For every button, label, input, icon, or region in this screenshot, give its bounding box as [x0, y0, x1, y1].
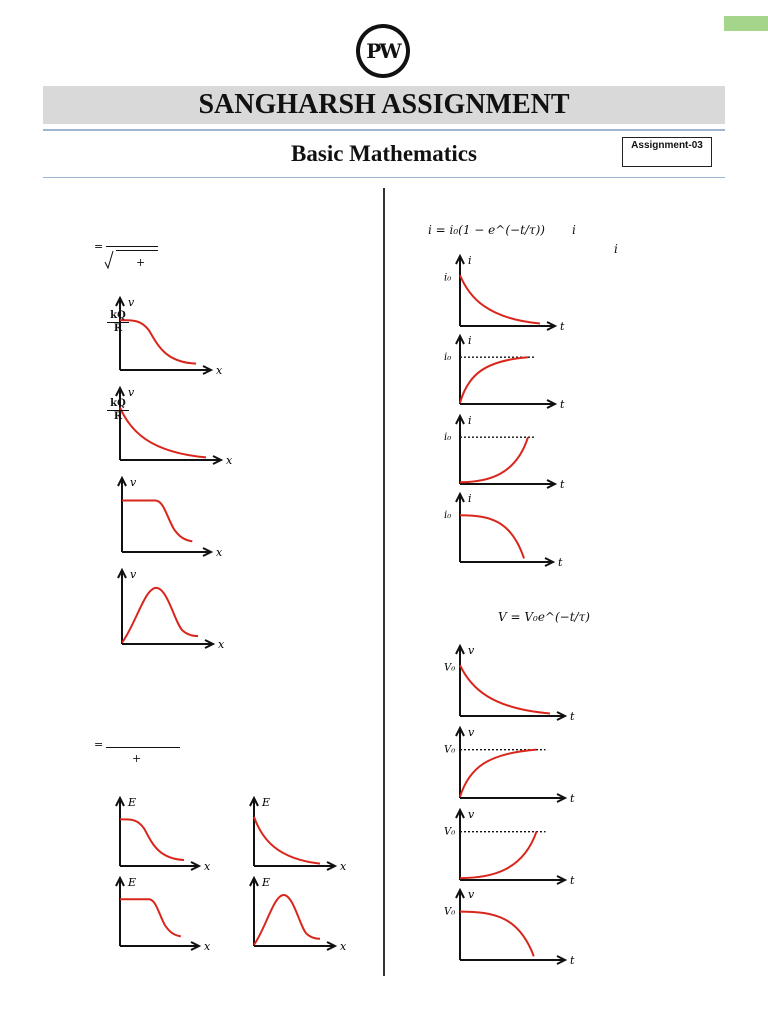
x-axis-label: x: [226, 454, 233, 467]
y-axis-label: E: [262, 796, 271, 809]
y-axis-label: E: [128, 796, 137, 809]
curve: [460, 357, 528, 403]
intercept-label: i₀: [444, 510, 452, 522]
x-axis-label: t: [558, 556, 563, 569]
x-axis-label: x: [216, 546, 223, 559]
y-axis-label: v: [130, 568, 137, 581]
field-graph-d: [240, 868, 350, 958]
y-axis-label: E: [262, 876, 271, 889]
x-axis-label: x: [204, 940, 211, 953]
x-axis-label: x: [340, 940, 347, 953]
voltage-formula: V = V₀e^(−t/τ): [498, 610, 590, 624]
voltage-graph-a: [446, 636, 580, 728]
y-axis-label: i: [468, 492, 472, 505]
potential-graph-b: [106, 378, 236, 472]
page-subtitle: Basic Mathematics: [291, 141, 477, 166]
field-graph-c: [106, 868, 214, 958]
curve: [460, 665, 550, 713]
current-side-label-1: i: [572, 223, 576, 237]
x-axis-label: t: [560, 398, 565, 411]
divider-bottom: [43, 177, 725, 178]
y-axis-label: i: [468, 334, 472, 347]
potential-graph-c: [108, 468, 226, 564]
current-graph-d: [446, 484, 568, 574]
curve: [120, 408, 206, 458]
kq-label-a: kQ R: [107, 310, 129, 335]
page-title: SANGHARSH ASSIGNMENT: [43, 86, 725, 124]
intercept-label: V₀: [444, 906, 456, 918]
field-graph-b: [240, 788, 350, 878]
x-axis-label: t: [570, 710, 575, 723]
curve: [120, 320, 196, 364]
curve: [460, 275, 540, 323]
x-axis-label: t: [570, 874, 575, 887]
curve: [122, 588, 198, 643]
formula-1: = +: [94, 240, 174, 274]
y-axis-label: v: [128, 296, 135, 309]
potential-graph-d: [108, 560, 228, 656]
divider-top: [43, 129, 725, 131]
y-axis-label: v: [128, 386, 135, 399]
potential-graph-a: [106, 288, 226, 382]
kq-label-b: kQ R: [107, 398, 129, 423]
column-divider: [383, 188, 385, 976]
voltage-graph-c: [446, 800, 580, 892]
y-axis-label: v: [468, 644, 475, 657]
current-graph-a: [446, 246, 570, 338]
y-axis-label: i: [468, 414, 472, 427]
corner-tab: [724, 16, 768, 31]
y-axis-label: E: [128, 876, 137, 889]
field-graph-a: [106, 788, 214, 878]
x-axis-label: t: [570, 954, 575, 967]
curve: [122, 501, 192, 542]
current-graph-b: [446, 326, 570, 416]
y-axis-label: v: [468, 888, 475, 901]
current-graph-c: [446, 406, 570, 496]
x-axis-label: x: [218, 638, 225, 651]
intercept-label: V₀: [444, 744, 456, 756]
curve: [460, 832, 537, 879]
curve: [254, 895, 320, 945]
intercept-label: V₀: [444, 662, 456, 674]
x-axis-label: t: [560, 320, 565, 333]
curve: [460, 912, 534, 957]
y-axis-label: i: [468, 254, 472, 267]
y-axis-label: v: [468, 726, 475, 739]
y-axis-label: v: [468, 808, 475, 821]
voltage-graph-b: [446, 718, 580, 810]
curve: [254, 817, 320, 864]
intercept-label: i₀: [444, 272, 452, 284]
assignment-badge: Assignment-03: [622, 137, 712, 167]
curve: [460, 515, 524, 558]
curve: [460, 437, 528, 482]
voltage-graph-d: [446, 880, 580, 972]
pw-logo: PW: [356, 24, 410, 78]
current-side-label-2: i: [614, 242, 618, 256]
x-axis-label: x: [216, 364, 223, 377]
formula-2: = +: [94, 738, 184, 772]
intercept-label: i₀: [444, 352, 452, 364]
intercept-label: V₀: [444, 826, 456, 838]
x-axis-label: x: [340, 860, 347, 873]
curve: [120, 819, 184, 860]
x-axis-label: t: [570, 792, 575, 805]
curve: [460, 750, 537, 797]
curve: [120, 899, 181, 936]
intercept-label: i₀: [444, 432, 452, 444]
x-axis-label: x: [204, 860, 211, 873]
x-axis-label: t: [560, 478, 565, 491]
y-axis-label: v: [130, 476, 137, 489]
current-formula: i = i₀(1 − e^(−t/τ)): [428, 223, 545, 237]
